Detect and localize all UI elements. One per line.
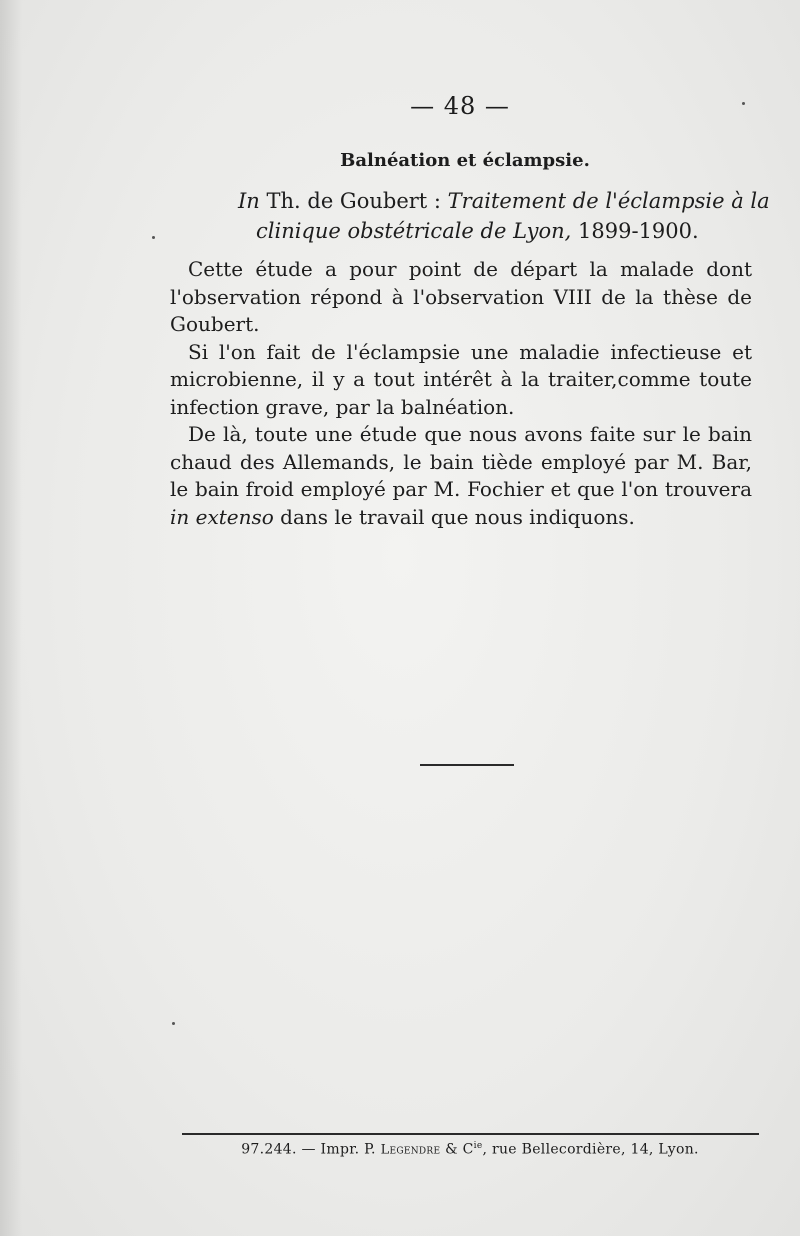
citation-in: In	[238, 189, 260, 213]
paragraph-1: Cette étude a pour point de départ la malade dont l'observation répond à l'observation VIII de la thèse de Goubert.	[170, 257, 752, 336]
paragraph-3	[170, 421, 752, 531]
footer-rule	[182, 1133, 759, 1135]
paragraph-3-italic: in extenso	[170, 504, 274, 529]
section-title: Balnéation et éclampsie.	[340, 150, 590, 171]
imprint-superscript: ie	[473, 1141, 483, 1151]
paragraph-3-text-a: De là, toute une étude que nous avons faite sur le bain chaud des Allemands, le bain tiède employé par M. Bar, le bain froid employé par M. Fochier et que l'on trouvera	[170, 422, 752, 501]
section-end-rule	[420, 764, 514, 766]
paragraph-2: Si l'on fait de l'éclampsie une maladie infectieuse et microbienne, il y a tout intérêt à la traiter,comme toute infection grave, par la balnéation.	[170, 339, 752, 419]
imprint-suffix: , rue Bellecordière, 14, Lyon.	[482, 1141, 699, 1158]
page-number: — 48 —	[410, 92, 510, 120]
citation-years: 1899-1900.	[571, 219, 699, 243]
scan-speck	[172, 1022, 175, 1025]
citation-author: Th. de Goubert :	[259, 189, 448, 213]
printer-imprint	[0, 1141, 800, 1158]
paragraph-3-text-b: dans le travail que nous indiquons.	[273, 504, 635, 529]
body-text	[170, 256, 752, 531]
citation-line-1	[170, 186, 770, 216]
imprint-printer-name: Legendre	[380, 1142, 441, 1158]
imprint-middle: & C	[440, 1141, 474, 1158]
scan-speck	[152, 236, 155, 239]
scan-speck	[742, 102, 745, 105]
citation-title-1: Traitement de l'éclampsie à la	[447, 189, 770, 213]
binding-shadow	[0, 0, 22, 1236]
citation-line-2	[170, 216, 755, 246]
imprint-prefix: 97.244. — Impr. P.	[241, 1141, 381, 1158]
citation-title-2: clinique obstétricale de Lyon,	[256, 219, 572, 243]
citation	[170, 186, 770, 246]
